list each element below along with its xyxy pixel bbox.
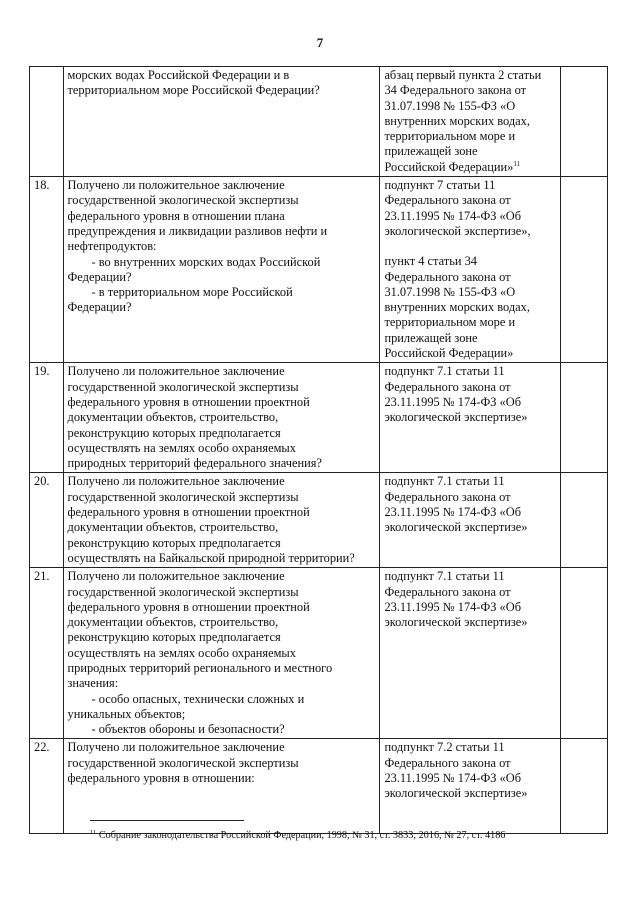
reference-line [384, 83, 557, 98]
reference-line [384, 239, 557, 254]
reference-line [384, 520, 557, 535]
question-line: осуществлять на Байкальской природной территории? [67, 550, 355, 565]
reference-text: Федерального закона от [384, 489, 511, 504]
reference-text: Федерального закона от [384, 755, 511, 770]
reference-text: абзац первый пункта 2 статьи [384, 68, 542, 82]
question-line: осуществлять на землях особо охраняемых [67, 440, 296, 455]
reference-line [384, 178, 557, 193]
reference-line [384, 160, 557, 175]
reference-text: Российской Федерации» [384, 159, 514, 174]
question-line: федерального уровня в отношении проектной [67, 599, 310, 614]
reference-line [384, 569, 557, 584]
row-number: 20. [30, 473, 64, 568]
question-line: осуществлять на землях особо охраняемых [67, 645, 296, 660]
question-line: государственной экологической экспертизы [67, 584, 299, 599]
reference-line [384, 285, 557, 300]
question-cell [63, 67, 380, 177]
reference-line [384, 771, 557, 786]
legal-reference-cell [380, 177, 561, 363]
reference-text: 31.07.1998 № 155-ФЗ «О [384, 98, 516, 113]
reference-text: 34 Федерального закона от [384, 83, 527, 98]
table-row [30, 177, 608, 363]
reference-text: 23.11.1995 № 174-ФЗ «Об [384, 771, 522, 786]
reference-text: внутренних морских водах, [384, 300, 530, 315]
reference-text: 23.11.1995 № 174-ФЗ «Об [384, 208, 522, 223]
footnote-marker: 11 [90, 829, 97, 836]
question-line: - во внутренних морских водах Российской [91, 254, 321, 269]
legal-reference-cell [380, 67, 561, 177]
row-number: 18. [30, 177, 64, 363]
reference-line [384, 490, 557, 505]
question-line: уникальных объектов; [67, 706, 186, 721]
reference-line [384, 786, 557, 801]
reference-line [384, 114, 557, 129]
question-line: предупреждения и ликвидации разливов нефти и [67, 223, 328, 238]
question-cell [63, 363, 380, 473]
question-line: государственной экологической экспертизы [67, 193, 299, 208]
answer-cell[interactable] [561, 363, 608, 473]
question-line: Федерации? [67, 300, 132, 315]
page-number: 7 [316, 35, 324, 50]
question-cell [63, 177, 380, 363]
reference-text: 31.07.1998 № 155-ФЗ «О [384, 284, 516, 299]
reference-line [384, 99, 557, 114]
reference-line [384, 505, 557, 520]
reference-text: 23.11.1995 № 174-ФЗ «Об [384, 394, 522, 409]
question-line: Федерации? [67, 269, 132, 284]
reference-text: 23.11.1995 № 174-ФЗ «Об [384, 505, 522, 520]
reference-text: подпункт 7 статьи 11 [384, 178, 496, 193]
question-line: документации объектов, строительство, [67, 520, 279, 535]
question-line: федерального уровня в отношении проектной [67, 394, 310, 409]
reference-line [384, 331, 557, 346]
reference-text: Российской Федерации» [384, 346, 514, 361]
reference-text: внутренних морских водах, [384, 113, 530, 128]
reference-line [384, 410, 557, 425]
question-line: государственной экологической экспертизы [67, 379, 299, 394]
reference-line [384, 756, 557, 771]
question-line: Получено ли положительное заключение [67, 569, 285, 584]
question-line: федерального уровня в отношении: [67, 771, 255, 786]
question-line: федерального уровня в отношении проектной [67, 505, 310, 520]
table-row [30, 67, 608, 177]
reference-text: пункт 4 статьи 34 [384, 254, 477, 269]
reference-text: подпункт 7.1 статьи 11 [384, 474, 505, 489]
question-line: Получено ли положительное заключение [67, 364, 285, 379]
answer-cell[interactable] [561, 568, 608, 739]
reference-line [384, 144, 557, 159]
legal-reference-cell [380, 363, 561, 473]
reference-text: Федерального закона от [384, 379, 511, 394]
reference-line [384, 346, 557, 361]
question-line: документации объектов, строительство, [67, 410, 279, 425]
question-line: - объектов обороны и безопасности? [91, 722, 285, 737]
question-line: значения: [67, 676, 119, 691]
reference-line [384, 270, 557, 285]
table-row [30, 363, 608, 473]
legal-reference-cell [380, 739, 561, 834]
reference-text: Федерального закона от [384, 584, 511, 599]
reference-text: 23.11.1995 № 174-ФЗ «Об [384, 599, 522, 614]
reference-line [384, 193, 557, 208]
answer-cell[interactable] [561, 739, 608, 834]
table-body [30, 67, 608, 834]
reference-line [384, 315, 557, 330]
question-line: территориальном море Российской Федерации? [67, 83, 320, 98]
reference-line [384, 209, 557, 224]
reference-line [384, 474, 557, 489]
reference-text: территориальном море и [384, 129, 516, 144]
table-row [30, 568, 608, 739]
question-line: морских водах Российской Федерации и в [67, 68, 290, 82]
question-line: Получено ли положительное заключение [67, 178, 285, 193]
question-line: реконструкцию которых предполагается [67, 425, 281, 440]
question-line: реконструкцию которых предполагается [67, 630, 281, 645]
reference-text: экологической экспертизе» [384, 410, 528, 425]
question-line: - в территориальном море Российской [91, 285, 293, 300]
question-line: нефтепродуктов: [67, 239, 157, 254]
question-line: федерального уровня в отношении плана [67, 208, 285, 223]
footnote-separator [90, 820, 244, 821]
reference-line [384, 68, 557, 83]
answer-cell[interactable] [561, 177, 608, 363]
reference-text: подпункт 7.1 статьи 11 [384, 364, 505, 379]
reference-line [384, 364, 557, 379]
reference-line [384, 395, 557, 410]
reference-text: экологической экспертизе» [384, 615, 528, 630]
reference-text: подпункт 7.2 статьи 11 [384, 740, 505, 755]
question-line: Получено ли положительное заключение [67, 740, 285, 755]
question-line: государственной экологической экспертизы [67, 489, 299, 504]
question-line: документации объектов, строительство, [67, 615, 279, 630]
reference-text: прилежащей зоне [384, 144, 478, 159]
question-line: природных территорий федерального значения? [67, 456, 322, 471]
question-cell [63, 568, 380, 739]
requirements-table [29, 66, 608, 834]
question-cell [63, 473, 380, 568]
reference-text: экологической экспертизе» [384, 520, 528, 535]
reference-text: экологической экспертизе» [384, 786, 528, 801]
reference-line [384, 615, 557, 630]
reference-line [384, 224, 557, 239]
question-line: - особо опасных, технически сложных и [91, 691, 305, 706]
reference-text: прилежащей зоне [384, 330, 478, 345]
legal-reference-cell [380, 473, 561, 568]
row-number: 19. [30, 363, 64, 473]
answer-cell[interactable] [561, 67, 608, 177]
reference-line [384, 740, 557, 755]
reference-line [384, 585, 557, 600]
question-line: Получено ли положительное заключение [67, 474, 285, 489]
legal-reference-cell [380, 568, 561, 739]
footnote [90, 828, 505, 843]
footnote-text: Собрание законодательства Российской Федерации, 1998, № 31, ст. 3833; 2016, № 27, ст. 4186 [98, 830, 506, 841]
reference-text: экологической экспертизе», [384, 223, 531, 238]
reference-text: подпункт 7.1 статьи 11 [384, 569, 505, 584]
reference-line [384, 380, 557, 395]
reference-line [384, 254, 557, 269]
question-line: реконструкцию которых предполагается [67, 535, 281, 550]
reference-text: Федерального закона от [384, 193, 511, 208]
reference-text: территориальном море и [384, 315, 516, 330]
reference-text: Федерального закона от [384, 269, 511, 284]
footnote-ref: 11 [513, 159, 521, 168]
table-row [30, 473, 608, 568]
row-number: 21. [30, 568, 64, 739]
row-number [30, 67, 64, 177]
row-number: 22. [30, 739, 64, 834]
reference-line [384, 300, 557, 315]
answer-cell[interactable] [561, 473, 608, 568]
question-line: природных территорий регионального и местного [67, 660, 333, 675]
reference-line [384, 600, 557, 615]
question-line: государственной экологической экспертизы [67, 755, 299, 770]
reference-line [384, 129, 557, 144]
